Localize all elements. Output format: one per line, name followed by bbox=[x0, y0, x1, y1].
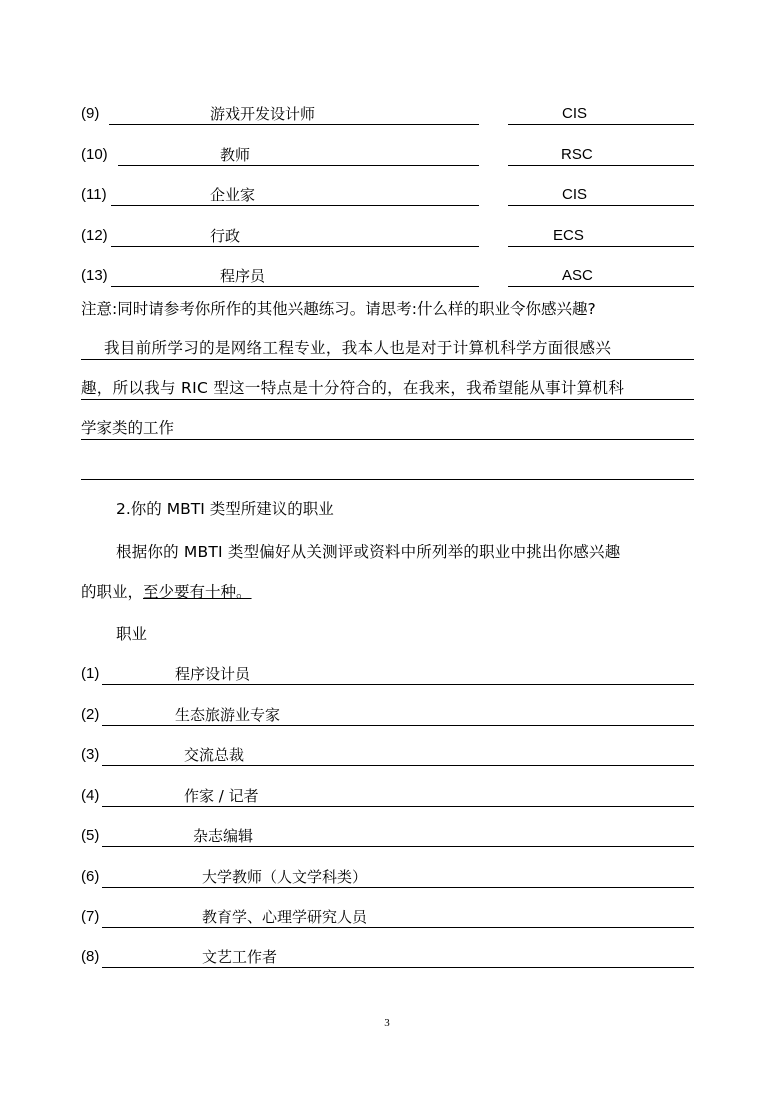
item-number: (13) bbox=[81, 267, 108, 284]
item-number: (8) bbox=[81, 948, 100, 965]
instruction-line-1: 根据你的 MBTI 类型偏好从关测评或资料中所列举的职业中挑出你感兴趣 bbox=[116, 543, 621, 561]
answer-line bbox=[102, 866, 694, 888]
mbti-row-3 bbox=[81, 744, 694, 766]
section-heading: 2.你的 MBTI 类型所建议的职业 bbox=[116, 500, 334, 518]
answer-line bbox=[111, 225, 479, 247]
answer-line-4 bbox=[81, 455, 694, 480]
item-number: (4) bbox=[81, 787, 100, 804]
riasec-row-11 bbox=[81, 184, 694, 206]
mbti-row-1 bbox=[81, 663, 694, 685]
riasec-row-10 bbox=[81, 144, 694, 166]
job-text: 行政 bbox=[210, 227, 241, 245]
answer-line bbox=[111, 184, 479, 206]
item-number: (6) bbox=[81, 868, 100, 885]
job-text: 文艺工作者 bbox=[202, 948, 278, 966]
item-number: (11) bbox=[81, 186, 107, 203]
item-number: (5) bbox=[81, 827, 100, 844]
job-text: 游戏开发设计师 bbox=[210, 105, 316, 123]
code-text: ECS bbox=[553, 227, 584, 244]
code-text: CIS bbox=[562, 105, 588, 122]
code-line bbox=[508, 144, 694, 166]
job-text: 企业家 bbox=[210, 186, 256, 204]
item-number: (12) bbox=[81, 227, 108, 244]
job-text: 作家 / 记者 bbox=[184, 787, 259, 805]
item-number: (7) bbox=[81, 908, 100, 925]
job-text: 交流总裁 bbox=[184, 746, 245, 764]
page-number: 3 bbox=[384, 1017, 390, 1029]
mbti-row-5 bbox=[81, 825, 694, 847]
code-text: CIS bbox=[562, 186, 588, 203]
mbti-row-7 bbox=[81, 906, 694, 928]
answer-line bbox=[118, 144, 479, 166]
code-line bbox=[508, 265, 694, 287]
job-text: 生态旅游业专家 bbox=[175, 706, 281, 724]
answer-line bbox=[102, 825, 694, 847]
job-text: 教师 bbox=[220, 146, 251, 164]
code-line bbox=[508, 184, 694, 206]
job-text: 大学教师（人文学科类） bbox=[202, 868, 368, 886]
note-text: 注意:同时请参考你所作的其他兴趣练习。请思考:什么样的职业令你感兴趣? bbox=[81, 300, 596, 318]
item-number: (2) bbox=[81, 706, 100, 723]
answer-line bbox=[102, 946, 694, 968]
answer-text-3: 学家类的工作 bbox=[81, 419, 175, 437]
code-text: ASC bbox=[562, 267, 593, 284]
instruction-line-2 bbox=[81, 580, 694, 604]
item-number: (3) bbox=[81, 746, 100, 763]
job-text: 教育学、心理学研究人员 bbox=[202, 908, 368, 926]
answer-line bbox=[102, 906, 694, 928]
mbti-row-2 bbox=[81, 704, 694, 726]
riasec-row-12 bbox=[81, 225, 694, 247]
code-text: RSC bbox=[561, 146, 593, 163]
instruction-emphasis: 至少要有十种。 bbox=[143, 583, 252, 601]
riasec-row-9 bbox=[81, 103, 694, 125]
mbti-row-8 bbox=[81, 946, 694, 968]
riasec-row-13 bbox=[81, 265, 694, 287]
instruction-text: 的职业， bbox=[81, 583, 144, 601]
mbti-row-4 bbox=[81, 785, 694, 807]
answer-line bbox=[111, 265, 479, 287]
job-text: 程序设计员 bbox=[175, 665, 251, 683]
mbti-row-6 bbox=[81, 866, 694, 888]
job-text: 杂志编辑 bbox=[193, 827, 254, 845]
item-number: (10) bbox=[81, 146, 108, 163]
code-line bbox=[508, 103, 694, 125]
answer-text-1: 我目前所学习的是网络工程专业，我本人也是对于计算机科学方面很感兴 bbox=[104, 339, 612, 357]
code-line bbox=[508, 225, 694, 247]
item-number: (1) bbox=[81, 665, 100, 682]
occupation-label: 职业 bbox=[116, 625, 148, 643]
answer-text-2: 趣，所以我与 RIC 型这一特点是十分符合的，在我来，我希望能从事计算机科 bbox=[81, 379, 625, 397]
item-number: (9) bbox=[81, 105, 100, 122]
job-text: 程序员 bbox=[220, 267, 266, 285]
